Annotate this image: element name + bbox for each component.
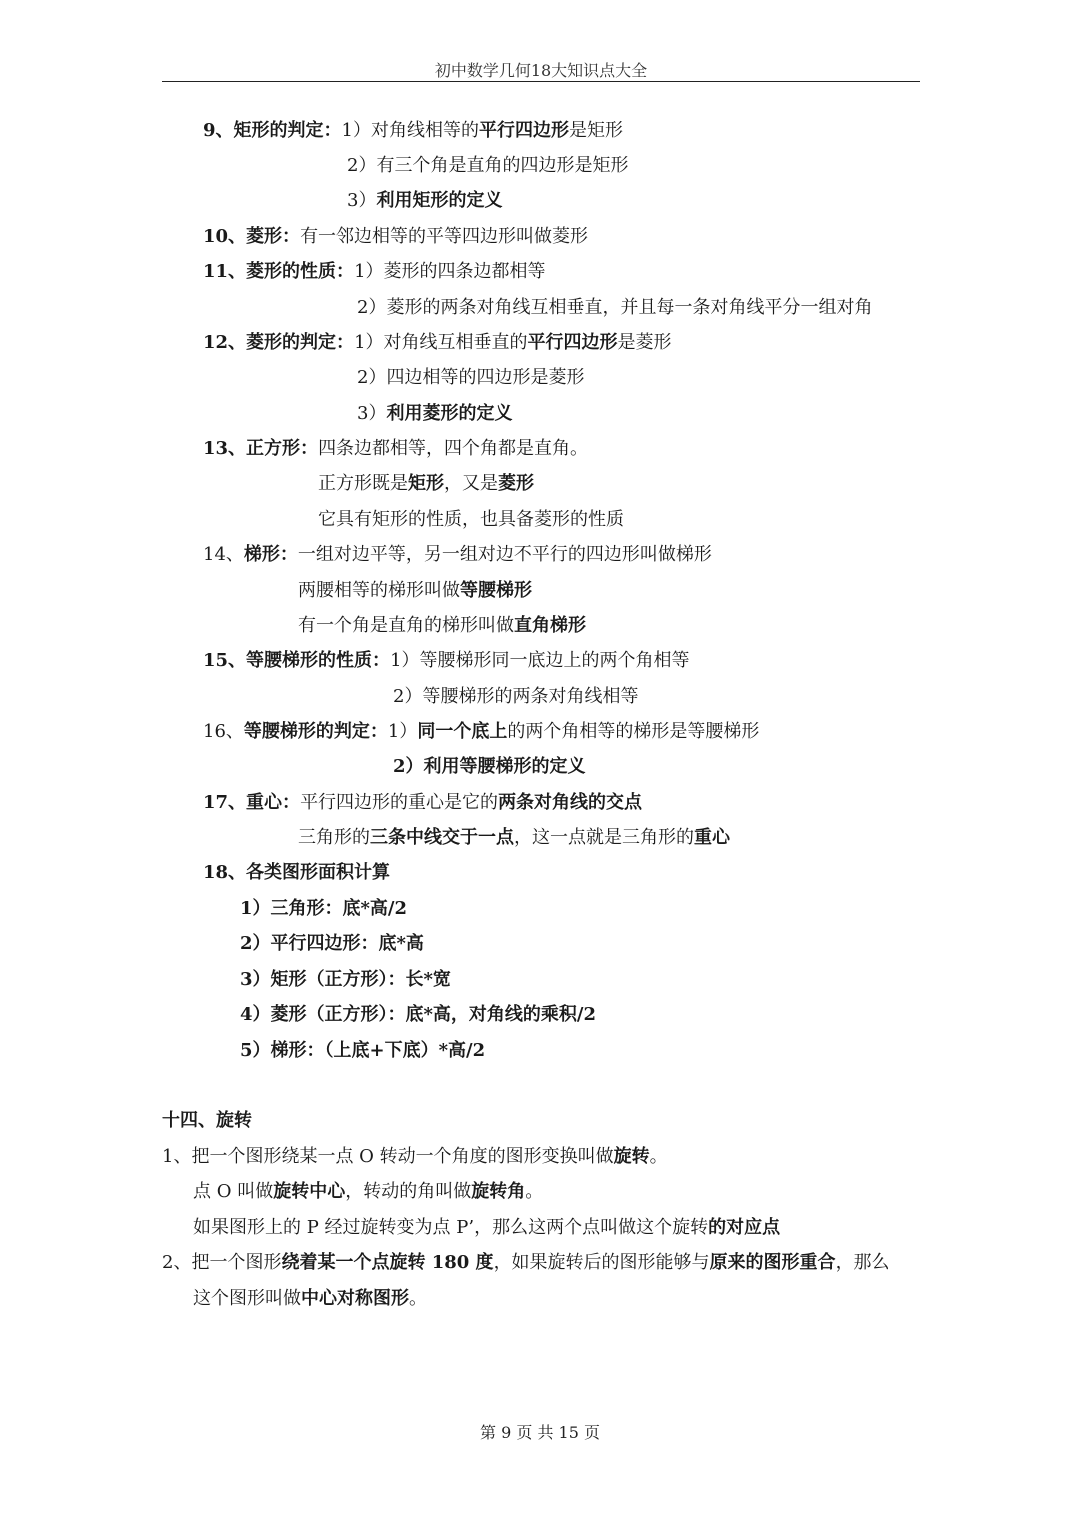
text-segment: 有一个角是直角的梯形叫做 [298, 615, 514, 636]
bold-segment: 旋转 [613, 1146, 650, 1167]
text-segment: 点 O 叫做 [193, 1181, 274, 1202]
text-line [203, 224, 588, 250]
text-line [203, 436, 588, 462]
text-segment: 三角形的 [298, 827, 370, 848]
bold-segment: 中心对称图形 [301, 1288, 409, 1309]
bold-segment: 菱形 [498, 473, 534, 494]
bold-segment: 平行四边形 [478, 120, 569, 141]
text-segment: 平行四边形的重心是它的 [300, 792, 499, 813]
text-segment: 3） [357, 403, 387, 424]
header-rule [162, 81, 920, 82]
text-line [203, 790, 642, 816]
text-line [240, 967, 451, 993]
text-line [203, 542, 712, 568]
text-line [203, 719, 759, 745]
text-segment: 2）等腰梯形的两条对角线相等 [393, 686, 639, 707]
text-segment: 2）有三个角是直角的四边形是矩形 [347, 155, 629, 176]
bold-segment: 旋转中心 [273, 1181, 346, 1202]
text-segment: 1） [387, 721, 418, 742]
bold-segment: 18、各类图形面积计算 [203, 862, 391, 883]
bold-segment: 十四、旋转 [162, 1110, 252, 1131]
text-segment: 16、 [203, 721, 244, 742]
text-segment: 是菱形 [617, 332, 672, 353]
text-segment: ，那么 [835, 1252, 890, 1273]
bold-segment: 利用矩形的定义 [376, 190, 503, 211]
text-line [393, 684, 638, 710]
bold-segment: 利用菱形的定义 [386, 403, 513, 424]
text-segment: 的两个角相等的梯形是等腰梯形 [507, 721, 760, 742]
bold-segment: 矩形 [408, 473, 444, 494]
text-line [240, 1038, 485, 1064]
text-line [162, 1108, 252, 1134]
text-line [357, 365, 584, 391]
bold-segment: 1）三角形：底*高/2 [240, 898, 408, 919]
text-line [193, 1286, 427, 1312]
text-line [298, 613, 586, 639]
bold-segment: 旋转角 [471, 1181, 526, 1202]
bold-segment: 17、重心： [203, 792, 301, 813]
text-segment: 2、把一个图形 [162, 1252, 282, 1273]
bold-segment: 重心 [694, 827, 730, 848]
bold-segment: 直角梯形 [514, 615, 586, 636]
text-segment: 正方形既是 [318, 473, 408, 494]
text-line [203, 860, 390, 886]
bold-segment: 10、菱形： [203, 226, 301, 247]
text-line [240, 896, 407, 922]
text-segment: 它具有矩形的性质，也具备菱形的性质 [318, 509, 624, 530]
text-segment: 如果图形上的 P 经过旋转变为点 P’，那么这两个点叫做这个旋转 [193, 1217, 709, 1238]
text-segment: 。 [525, 1181, 544, 1202]
text-segment: 两腰相等的梯形叫做 [298, 580, 460, 601]
bold-segment: 绕着某一个点旋转 180 度 [281, 1252, 494, 1273]
text-line [298, 578, 532, 604]
text-segment: 。 [409, 1288, 427, 1309]
bold-segment: 两条对角线的交点 [498, 792, 643, 813]
text-line [162, 1144, 668, 1170]
bold-segment: 5）梯形：（上底+下底）*高/2 [240, 1040, 486, 1061]
text-line [240, 931, 424, 957]
bold-segment: 平行四边形 [527, 332, 618, 353]
text-segment: 1）菱形的四条边都相等 [354, 261, 546, 282]
text-line [347, 153, 628, 179]
text-line [203, 118, 623, 144]
page-header: 初中数学几何18大知识点大全 [434, 61, 648, 80]
text-segment: 这个图形叫做 [193, 1288, 301, 1309]
text-segment: ，转动的角叫做 [345, 1181, 472, 1202]
text-line [298, 825, 730, 851]
bold-segment: 12、菱形的判定： [203, 332, 355, 353]
bold-segment: 2）利用等腰梯形的定义 [393, 756, 586, 777]
text-line [193, 1215, 780, 1241]
text-line [318, 507, 624, 533]
bold-segment: 13、正方形： [203, 438, 319, 459]
text-segment: 是矩形 [568, 120, 623, 141]
text-segment: 1）等腰梯形同一底边上的两个角相等 [390, 650, 690, 671]
text-segment: 14、 [203, 544, 244, 565]
text-line [203, 259, 546, 285]
bold-segment: 同一个底上 [417, 721, 508, 742]
text-line [357, 295, 872, 321]
text-line [203, 648, 690, 674]
text-segment: 一组对边平等，另一组对边不平行的四边形叫做梯形 [297, 544, 712, 565]
page-footer: 第 9 页 共 15 页 [480, 1423, 600, 1442]
text-segment: 有一邻边相等的平等四边形叫做菱形 [300, 226, 589, 247]
text-segment: 1、把一个图形绕某一点 O 转动一个角度的图形变换叫做 [162, 1146, 614, 1167]
text-segment: ，又是 [444, 473, 498, 494]
bold-segment: 等腰梯形 [460, 580, 532, 601]
bold-segment: 等腰梯形的判定： [243, 721, 388, 742]
text-line [203, 330, 672, 356]
bold-segment: 11、菱形的性质： [203, 261, 355, 282]
text-segment: 四条边都相等，四个角都是直角。 [318, 438, 589, 459]
text-line [357, 401, 512, 427]
bold-segment: 3）矩形（正方形）：长*宽 [240, 969, 451, 990]
bold-segment: 15、等腰梯形的性质： [203, 650, 391, 671]
bold-segment: 的对应点 [708, 1217, 781, 1238]
text-line [240, 1002, 596, 1028]
text-segment: 3） [347, 190, 377, 211]
bold-segment: 梯形： [243, 544, 298, 565]
bold-segment: 4）菱形（正方形）：底*高，对角线的乘积/2 [240, 1004, 597, 1025]
text-line [347, 188, 502, 214]
bold-segment: 9、矩形的判定： [203, 120, 342, 141]
text-segment: 2）菱形的两条对角线互相垂直，并且每一条对角线平分一组对角 [357, 297, 873, 318]
text-segment: 。 [649, 1146, 668, 1167]
text-segment: 1）对角线互相垂直的 [354, 332, 528, 353]
bold-segment: 三条中线交于一点 [370, 827, 514, 848]
text-segment: 2）四边相等的四边形是菱形 [357, 367, 585, 388]
text-line [393, 754, 586, 780]
text-line [193, 1179, 543, 1205]
bold-segment: 原来的图形重合 [709, 1252, 836, 1273]
text-segment: 1）对角线相等的 [341, 120, 479, 141]
text-line [318, 471, 534, 497]
text-line [162, 1250, 890, 1276]
text-segment: ，如果旋转后的图形能够与 [493, 1252, 710, 1273]
bold-segment: 2）平行四边形：底*高 [240, 933, 424, 954]
text-segment: ，这一点就是三角形的 [514, 827, 694, 848]
